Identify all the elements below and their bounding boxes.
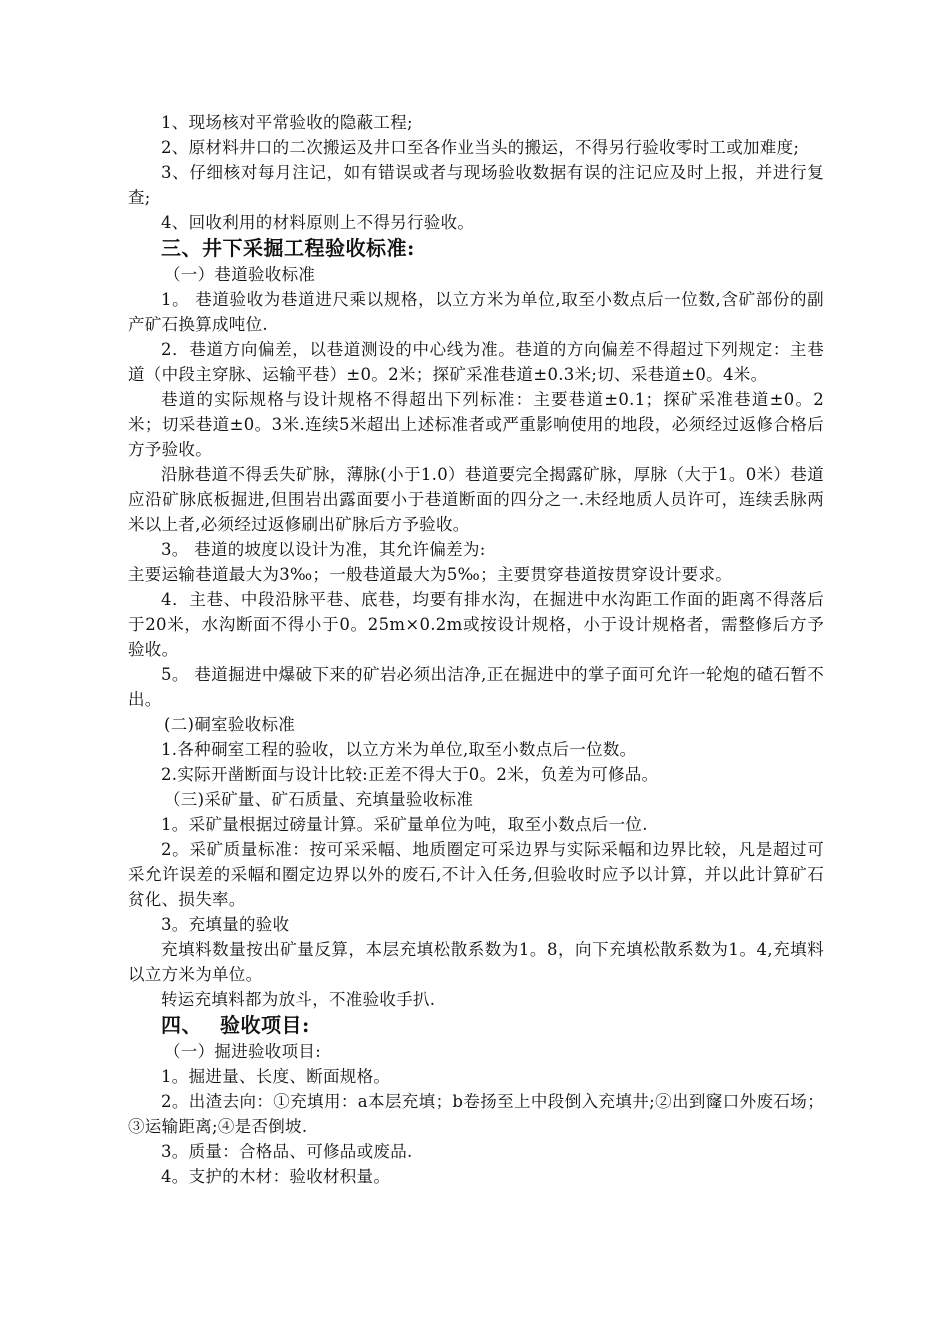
item-2-paragraph: 2、原材料井口的二次搬运及井口至各作业当头的搬运，不得另行验收零时工或加难度; [161,138,800,157]
excavation-item-3: 3。质量：合格品、可修品或废品. [161,1142,413,1161]
roadway-item-2: 2．巷道方向偏差，以巷道测设的中心线为准。巷道的方向偏差不得超过下列规定：主巷道（中段主穿脉、运输平巷）±0。2米；探矿采准巷道±0.3米;切、采巷道±0。4米。 [128,340,824,384]
item-1-paragraph: 1、现场核对平常验收的隐蔽工程; [161,113,413,132]
roadway-spec-paragraph: 巷道的实际规格与设计规格不得超出下列标准：主要巷道±0.1；探矿采准巷道±0。2米；切采巷道±0。3米.连续5米超出上述标准者或严重影响使用的地段，必须经过返修合格后方予验收。 [128,390,824,459]
mining-item-2: 2。采矿质量标准：按可采采幅、地质圈定可采边界与实际采幅和边界比较，凡是超过可采允许误差的采幅和圈定边界以外的废石,不计入任务,但验收时应予以计算，并以此计算矿石贫化、损失率。 [128,840,824,909]
subsection-mining-heading: （三)采矿量、矿石质量、充填量验收标准 [164,790,474,809]
item-3-paragraph: 3、仔细核对每月注记，如有错误或者与现场验收数据有误的注记应及时上报，并进行复查; [128,163,824,207]
section-3-heading: 三、井下采掘工程验收标准: [161,236,415,260]
transfer-paragraph: 转运充填料都为放斗，不准验收手扒. [161,990,436,1009]
filling-paragraph: 充填料数量按出矿量反算，本层充填松散系数为1。8，向下充填松散系数为1。4,充填料以立方米为单位。 [128,940,824,984]
mining-item-3: 3。充填量的验收 [161,915,290,934]
excavation-item-4: 4。支护的木材：验收材积量。 [161,1167,391,1186]
roadway-item-3: 3。 巷道的坡度以设计为准，其允许偏差为: [161,540,486,559]
roadway-item-4: 4．主巷、中段沿脉平巷、底巷，均要有排水沟，在掘进中水沟距工作面的距离不得落后于20米，水沟断面不得小于0。25m×0.2m或按设计规格，小于设计规格者，需整修后方予验收。 [128,590,824,659]
excavation-item-2: 2。出渣去向：①充填用：a本层充填；b卷扬至上中段倒入充填井;②出到窿口外废石场；③运输距离;④是否倒坡. [128,1092,824,1136]
slope-limits-paragraph: 主要运输巷道最大为3‰；一般巷道最大为5‰；主要贯穿巷道按贯穿设计要求。 [128,565,733,584]
subsection-excavation-heading: （一）掘进验收项目: [164,1042,322,1061]
item-4-paragraph: 4、回收利用的材料原则上不得另行验收。 [161,213,475,232]
chamber-item-1: 1.各种硐室工程的验收，以立方米为单位,取至小数点后一位数。 [161,740,637,759]
roadway-item-1: 1。 巷道验收为巷道进尺乘以规格，以立方米为单位,取至小数点后一位数,含矿部份的副产矿石换算成吨位. [128,290,824,334]
excavation-item-1: 1。掘进量、长度、断面规格。 [161,1067,391,1086]
vein-roadway-paragraph: 沿脉巷道不得丢失矿脉，薄脉(小于1.0）巷道要完全揭露矿脉，厚脉（大于1。0米）巷道应沿矿脉底板掘进,但围岩出露面要小于巷道断面的四分之一.未经地质人员许可，连续丢脉两米以上者,必须经过返修刷出矿脉后方予验收。 [128,465,824,534]
subsection-chamber-heading: (二)硐室验收标准 [164,715,296,734]
section-4-heading: 四、 验收项目: [161,1013,310,1037]
mining-item-1: 1。采矿量根据过磅量计算。采矿量单位为吨，取至小数点后一位. [161,815,648,834]
chamber-item-2: 2.实际开凿断面与设计比较:正差不得大于0。2米，负差为可修品。 [161,765,659,784]
roadway-item-5: 5。 巷道掘进中爆破下来的矿岩必须出洁净,正在掘进中的掌子面可允许一轮炮的碴石暂不出。 [128,665,824,709]
subsection-roadway-heading: （一）巷道验收标准 [164,265,316,284]
